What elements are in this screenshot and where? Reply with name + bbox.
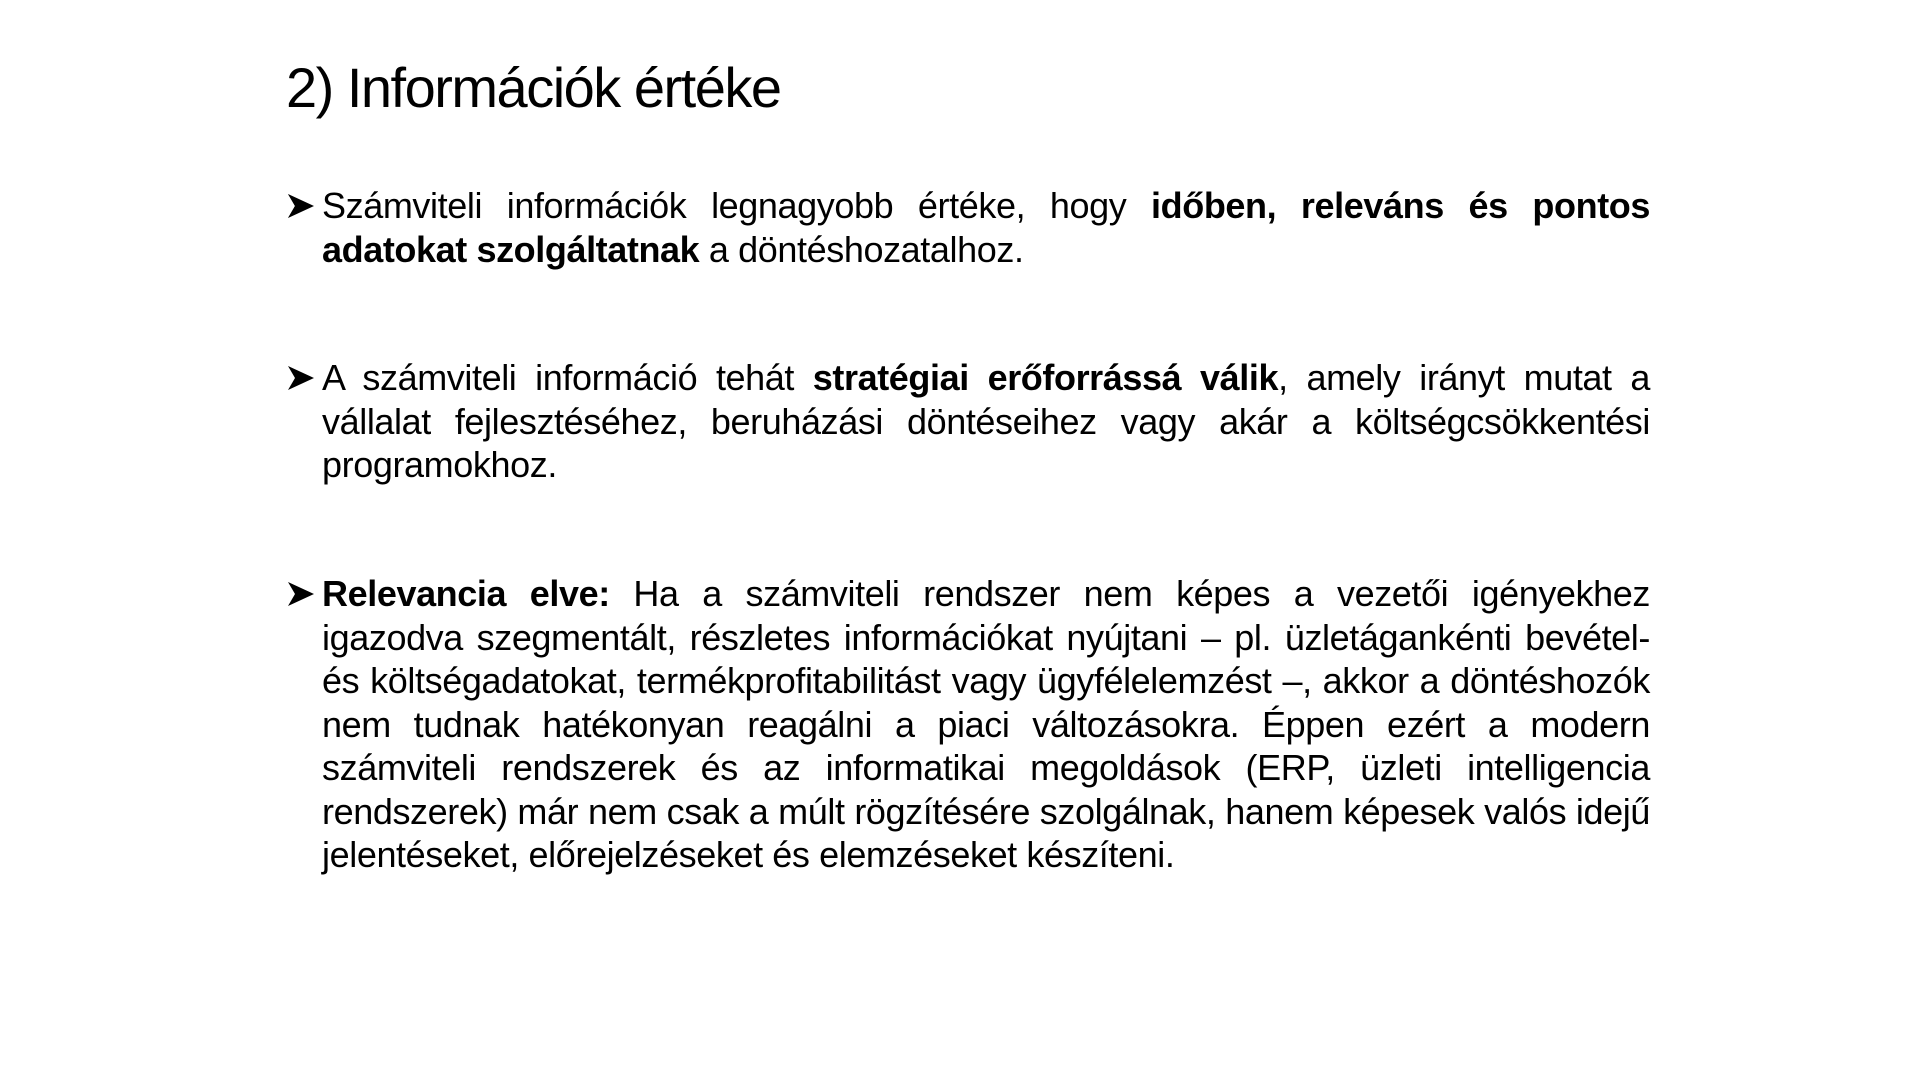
bullet-text-emphasis: időben, releváns és pontos adatokat szolgáltatnak [322,185,1650,270]
bullet-item [286,572,1650,877]
bullet-text-part: Ha a számviteli rendszer nem képes a vezetői igényekhez igazodva szegmentált, részletes információkat nyújtani – pl. üzletágankénti bevétel- és költségadatokat, termékprofitabilitást vagy ügyfélelemzést –, akkor a döntéshozók nem tudnak hatékonyan reagálni a piaci változásokra. Éppen ezért a modern számviteli rendszerek és az informatikai megoldások (ERP, üzleti intelligencia rendszerek) már nem csak a múlt rögzítésére szolgálnak, hanem képesek valós idejű jelentéseket, előrejelzéseket és elemzéseket készíteni. [322,573,1650,875]
bullet-text [322,356,1650,487]
bullet-text-part: Számviteli információk legnagyobb értéke, hogy [322,185,1152,226]
bullet-text-part: , amely irányt mutat a vállalat fejlesztéséhez, beruházási döntéseihez vagy akár a költségcsökkentési programokhoz. [322,357,1651,485]
bullet-text [322,572,1650,877]
bullet-item [286,356,1650,487]
bullet-text [322,184,1650,271]
bullet-text-part: A számviteli információ tehát [322,357,813,398]
bullet-text-emphasis: stratégiai erőforrássá válik [812,357,1279,398]
bullet-text-part: a döntéshozatalhoz. [699,228,1024,270]
arrow-bullet-icon [286,358,320,398]
arrow-bullet-icon [286,574,320,614]
slide-title: 2) Információk értéke [286,56,781,119]
bullet-item [286,184,1650,271]
arrow-bullet-icon [286,186,320,226]
bullet-text-emphasis: Relevancia elve: [322,573,610,614]
